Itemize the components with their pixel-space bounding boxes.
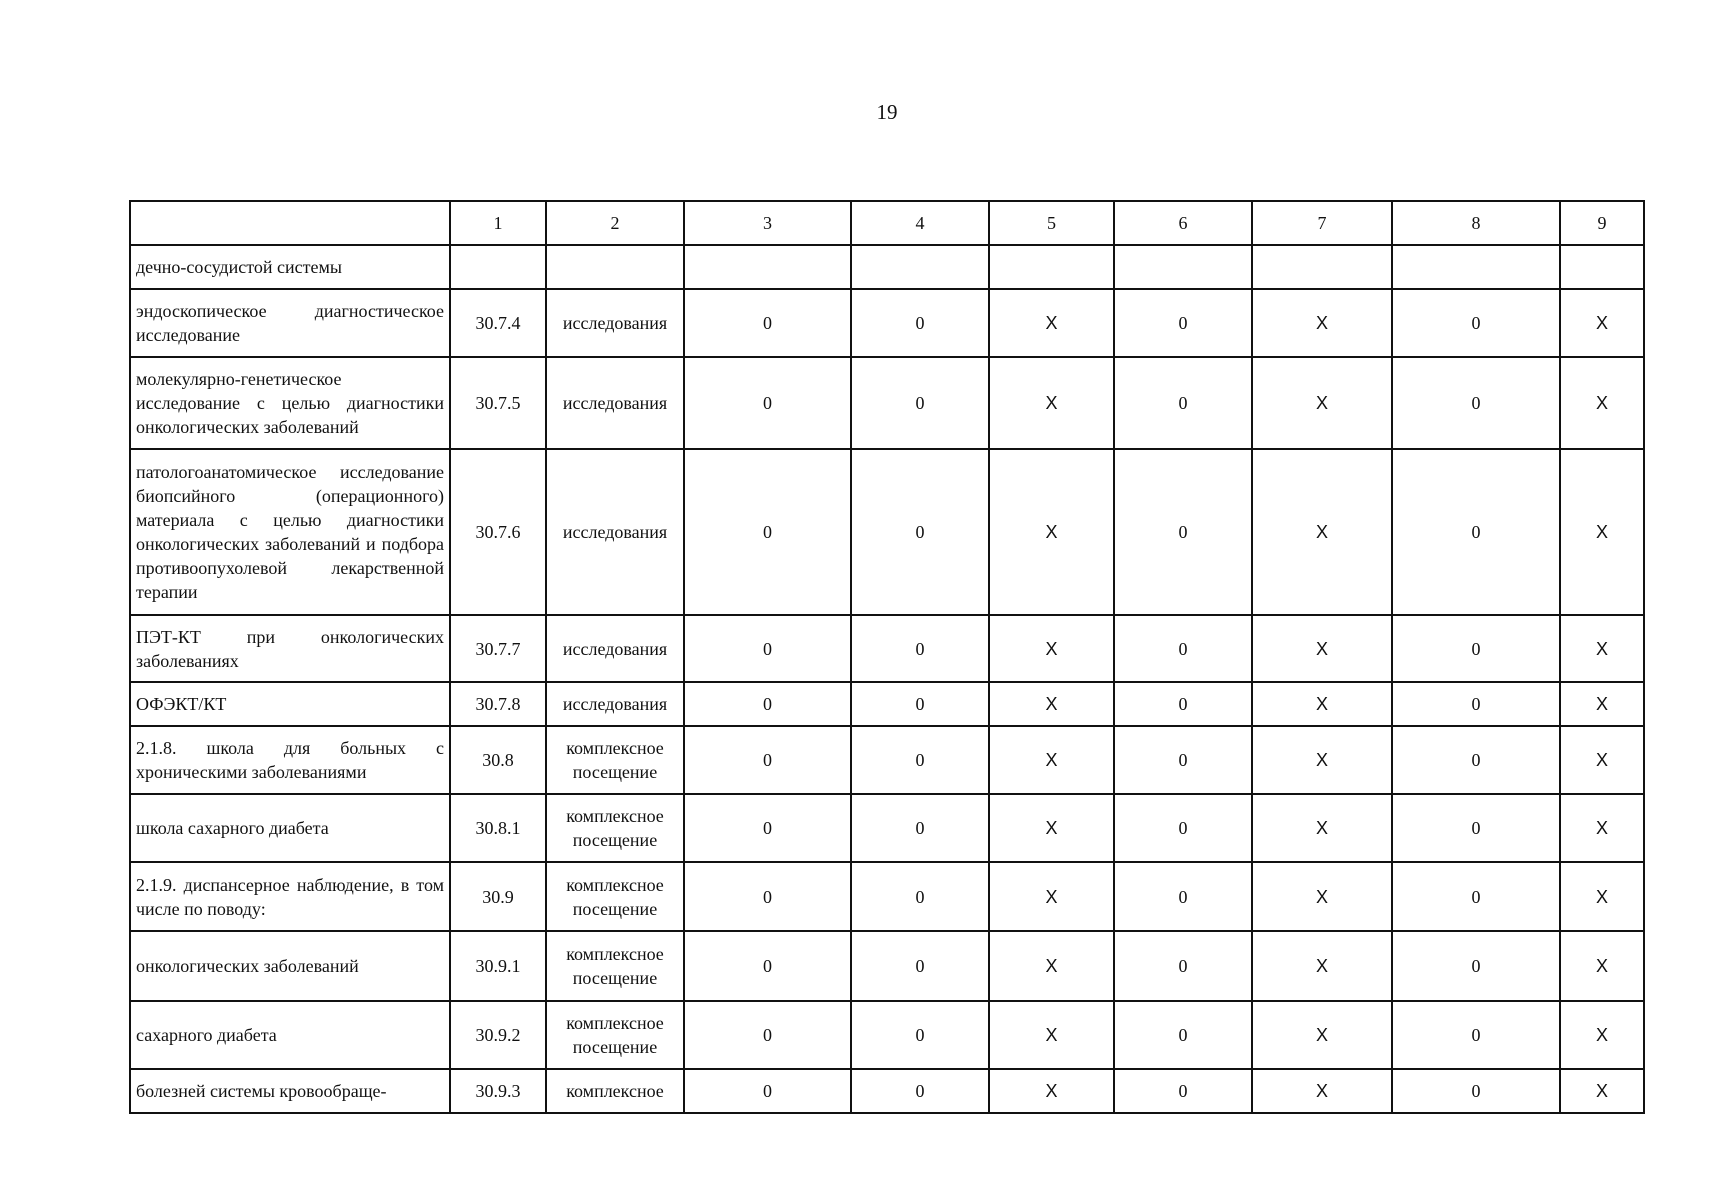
code-cell: 30.9.2 xyxy=(450,1001,546,1069)
value-cell-5: X xyxy=(989,449,1114,615)
value-cell-4: 0 xyxy=(851,357,989,449)
row-name-cell: эндоскопическое диагностическое исследование xyxy=(130,289,450,357)
value-cell-4: 0 xyxy=(851,862,989,931)
row-name-cell: дечно-сосудистой системы xyxy=(130,245,450,289)
value-cell-4: 0 xyxy=(851,794,989,862)
row-name-cell: патологоанатомическое исследование биопсийного (операционного) материала с целью диагностики онкологических заболеваний и подбора противоопухолевой лекарственной терапии xyxy=(130,449,450,615)
value-cell-4: 0 xyxy=(851,726,989,794)
value-cell-4: 0 xyxy=(851,1069,989,1113)
value-cell-8 xyxy=(1392,245,1560,289)
unit-cell: исследования xyxy=(546,682,684,726)
unit-cell: исследования xyxy=(546,449,684,615)
header-cell-1: 1 xyxy=(450,201,546,245)
value-cell-6: 0 xyxy=(1114,449,1252,615)
value-cell-8: 0 xyxy=(1392,862,1560,931)
value-cell-3: 0 xyxy=(684,449,851,615)
value-cell-3: 0 xyxy=(684,862,851,931)
code-cell: 30.9.3 xyxy=(450,1069,546,1113)
value-cell-6 xyxy=(1114,245,1252,289)
unit-cell: комплексное xyxy=(546,1069,684,1113)
table-row xyxy=(130,245,1644,289)
table-row xyxy=(130,931,1644,1001)
value-cell-3 xyxy=(684,245,851,289)
value-cell-5: X xyxy=(989,1069,1114,1113)
value-cell-7: X xyxy=(1252,615,1392,682)
row-name-cell: молекулярно-генетическое исследование с целью диагностики онкологических заболеваний xyxy=(130,357,450,449)
unit-cell xyxy=(546,245,684,289)
value-cell-8: 0 xyxy=(1392,794,1560,862)
value-cell-9: X xyxy=(1560,1001,1644,1069)
table-row xyxy=(130,682,1644,726)
unit-cell: комплексное посещение xyxy=(546,931,684,1001)
value-cell-3: 0 xyxy=(684,682,851,726)
value-cell-8: 0 xyxy=(1392,357,1560,449)
value-cell-6: 0 xyxy=(1114,862,1252,931)
table-row xyxy=(130,615,1644,682)
value-cell-6: 0 xyxy=(1114,615,1252,682)
value-cell-9: X xyxy=(1560,726,1644,794)
header-cell-8: 8 xyxy=(1392,201,1560,245)
value-cell-6: 0 xyxy=(1114,726,1252,794)
row-name-cell: 2.1.8. школа для больных с хроническими заболеваниями xyxy=(130,726,450,794)
value-cell-3: 0 xyxy=(684,357,851,449)
value-cell-6: 0 xyxy=(1114,289,1252,357)
value-cell-5: X xyxy=(989,931,1114,1001)
value-cell-6: 0 xyxy=(1114,1001,1252,1069)
row-name-cell: 2.1.9. диспансерное наблюдение, в том числе по поводу: xyxy=(130,862,450,931)
header-cell-6: 6 xyxy=(1114,201,1252,245)
value-cell-5: X xyxy=(989,1001,1114,1069)
code-cell: 30.9.1 xyxy=(450,931,546,1001)
value-cell-6: 0 xyxy=(1114,357,1252,449)
value-cell-9: X xyxy=(1560,794,1644,862)
value-cell-9: X xyxy=(1560,357,1644,449)
value-cell-9: X xyxy=(1560,615,1644,682)
value-cell-7: X xyxy=(1252,682,1392,726)
unit-cell: комплексное посещение xyxy=(546,862,684,931)
table-row xyxy=(130,794,1644,862)
row-name-cell: болезней системы кровообраще- xyxy=(130,1069,450,1113)
value-cell-5: X xyxy=(989,862,1114,931)
header-cell-3: 3 xyxy=(684,201,851,245)
value-cell-3: 0 xyxy=(684,1001,851,1069)
row-name-cell: школа сахарного диабета xyxy=(130,794,450,862)
table-row xyxy=(130,1069,1644,1113)
value-cell-7: X xyxy=(1252,1069,1392,1113)
table-row xyxy=(130,289,1644,357)
value-cell-4 xyxy=(851,245,989,289)
value-cell-5: X xyxy=(989,726,1114,794)
unit-cell: исследования xyxy=(546,357,684,449)
row-name-cell: сахарного диабета xyxy=(130,1001,450,1069)
header-cell-5: 5 xyxy=(989,201,1114,245)
value-cell-5: X xyxy=(989,289,1114,357)
value-cell-5: X xyxy=(989,357,1114,449)
value-cell-7: X xyxy=(1252,726,1392,794)
value-cell-9: X xyxy=(1560,1069,1644,1113)
value-cell-3: 0 xyxy=(684,289,851,357)
value-cell-8: 0 xyxy=(1392,726,1560,794)
value-cell-9: X xyxy=(1560,682,1644,726)
code-cell xyxy=(450,245,546,289)
header-cell-2: 2 xyxy=(546,201,684,245)
row-name-cell: ОФЭКТ/КТ xyxy=(130,682,450,726)
value-cell-8: 0 xyxy=(1392,615,1560,682)
table-row xyxy=(130,726,1644,794)
value-cell-6: 0 xyxy=(1114,682,1252,726)
table-row xyxy=(130,862,1644,931)
value-cell-7: X xyxy=(1252,357,1392,449)
code-cell: 30.8 xyxy=(450,726,546,794)
value-cell-3: 0 xyxy=(684,1069,851,1113)
code-cell: 30.7.8 xyxy=(450,682,546,726)
value-cell-6: 0 xyxy=(1114,794,1252,862)
table-row xyxy=(130,1001,1644,1069)
value-cell-8: 0 xyxy=(1392,449,1560,615)
code-cell: 30.7.7 xyxy=(450,615,546,682)
unit-cell: комплексное посещение xyxy=(546,726,684,794)
table-row xyxy=(130,357,1644,449)
code-cell: 30.7.6 xyxy=(450,449,546,615)
value-cell-7 xyxy=(1252,245,1392,289)
value-cell-3: 0 xyxy=(684,794,851,862)
value-cell-9 xyxy=(1560,245,1644,289)
value-cell-8: 0 xyxy=(1392,931,1560,1001)
row-name-cell: онкологических заболеваний xyxy=(130,931,450,1001)
value-cell-9: X xyxy=(1560,931,1644,1001)
value-cell-9: X xyxy=(1560,289,1644,357)
value-cell-8: 0 xyxy=(1392,1069,1560,1113)
value-cell-3: 0 xyxy=(684,615,851,682)
value-cell-4: 0 xyxy=(851,1001,989,1069)
value-cell-5: X xyxy=(989,615,1114,682)
unit-cell: комплексное посещение xyxy=(546,1001,684,1069)
page-number: 19 xyxy=(876,100,898,124)
header-cell-9: 9 xyxy=(1560,201,1644,245)
value-cell-8: 0 xyxy=(1392,682,1560,726)
code-cell: 30.7.4 xyxy=(450,289,546,357)
value-cell-9: X xyxy=(1560,862,1644,931)
value-cell-6: 0 xyxy=(1114,931,1252,1001)
value-cell-4: 0 xyxy=(851,449,989,615)
value-cell-7: X xyxy=(1252,1001,1392,1069)
value-cell-8: 0 xyxy=(1392,289,1560,357)
value-cell-4: 0 xyxy=(851,289,989,357)
value-cell-9: X xyxy=(1560,449,1644,615)
value-cell-6: 0 xyxy=(1114,1069,1252,1113)
value-cell-7: X xyxy=(1252,449,1392,615)
value-cell-3: 0 xyxy=(684,931,851,1001)
value-cell-4: 0 xyxy=(851,682,989,726)
row-name-cell: ПЭТ-КТ при онкологических заболеваниях xyxy=(130,615,450,682)
code-cell: 30.8.1 xyxy=(450,794,546,862)
value-cell-4: 0 xyxy=(851,615,989,682)
unit-cell: комплексное посещение xyxy=(546,794,684,862)
value-cell-5: X xyxy=(989,682,1114,726)
column-number-row xyxy=(130,201,1644,245)
header-cell-4: 4 xyxy=(851,201,989,245)
value-cell-3: 0 xyxy=(684,726,851,794)
table-row xyxy=(130,449,1644,615)
unit-cell: исследования xyxy=(546,289,684,357)
code-cell: 30.7.5 xyxy=(450,357,546,449)
data-table xyxy=(129,200,1645,1114)
value-cell-7: X xyxy=(1252,931,1392,1001)
value-cell-7: X xyxy=(1252,794,1392,862)
value-cell-7: X xyxy=(1252,862,1392,931)
unit-cell: исследования xyxy=(546,615,684,682)
value-cell-7: X xyxy=(1252,289,1392,357)
header-cell-empty xyxy=(130,201,450,245)
header-cell-7: 7 xyxy=(1252,201,1392,245)
value-cell-5 xyxy=(989,245,1114,289)
code-cell: 30.9 xyxy=(450,862,546,931)
value-cell-4: 0 xyxy=(851,931,989,1001)
value-cell-8: 0 xyxy=(1392,1001,1560,1069)
value-cell-5: X xyxy=(989,794,1114,862)
